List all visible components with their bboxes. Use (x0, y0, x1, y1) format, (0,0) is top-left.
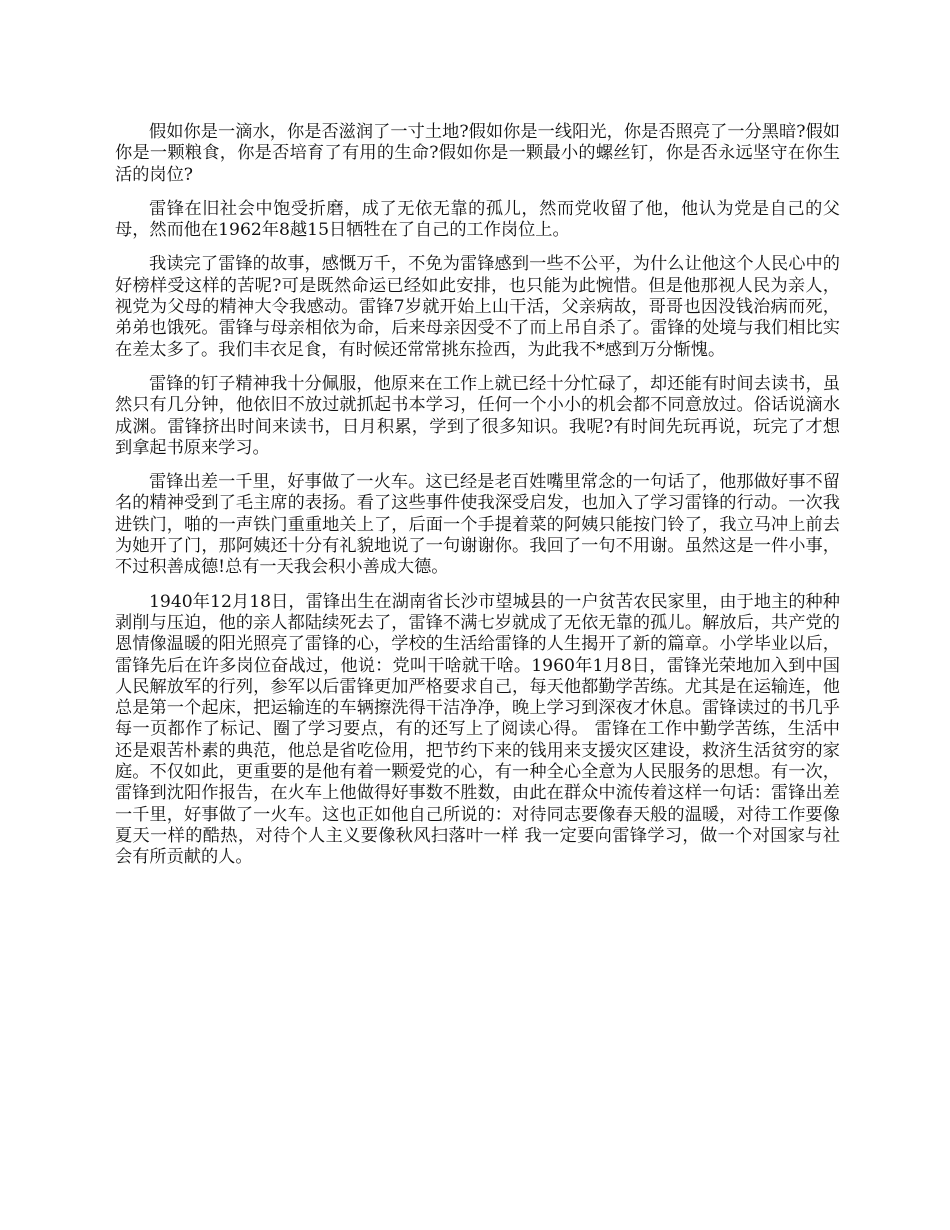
paragraph: 1940年12月18日，雷锋出生在湖南省长沙市望城县的一户贫苦农民家里，由于地主的种种剥削与压迫，他的亲人都陆续死去了，雷锋不满七岁就成了无依无靠的孤儿。解放后，共产党的恩情像温暖的阳光照亮了雷锋的心，学校的生活给雷锋的人生揭开了新的篇章。小学毕业以后，雷锋先后在许多岗位奋战过，他说：党叫干啥就干啥。1960年1月8日，雷锋光荣地加入到中国人民解放军的行列，参军以后雷锋更加严格要求自己，每天他都勤学苦练。尤其是在运输连，他总是第一个起床，把运输连的车辆擦洗得干洁净净，晚上学习到深夜才休息。雷锋读过的书几乎每一页都作了标记、圈了学习要点，有的还写上了阅读心得。 雷锋在工作中勤学苦练，生活中还是艰苦朴素的典范，他总是省吃俭用，把节约下来的钱用来支援灾区建设，救济生活贫穷的家庭。不仅如此，更重要的是他有着一颗爱党的心，有一种全心全意为人民服务的思想。有一次，雷锋到沈阳作报告，在火车上他做得好事数不胜数，由此在群众中流传着这样一句话：雷锋出差一千里，好事做了一火车。这也正如他自己所说的：对待同志要像春天般的温暖，对待工作要像夏天一样的酷热，对待个人主义要像秋风扫落叶一样 我一定要向雷锋学习，做一个对国家与社会有所贡献的人。 (115, 591, 840, 868)
paragraph: 雷锋的钉子精神我十分佩服，他原来在工作上就已经十分忙碌了，却还能有时间去读书，虽然只有几分钟，他依旧不放过就抓起书本学习，任何一个小小的机会都不同意放过。俗话说滴水成渊。雷锋挤出时间来读书，日月积累，学到了很多知识。我呢?有时间先玩再说，玩完了才想到拿起书原来学习。 (115, 373, 840, 458)
paragraph: 雷锋出差一千里，好事做了一火车。这已经是老百姓嘴里常念的一句话了，他那做好事不留名的精神受到了毛主席的表扬。看了这些事件使我深受启发，也加入了学习雷锋的行动。一次我进铁门，啪的一声铁门重重地关上了，后面一个手提着菜的阿姨只能按门铃了，我立马冲上前去为她开了门，那阿姨还十分有礼貌地说了一句谢谢你。我回了一句不用谢。虽然这是一件小事，不过积善成德!总有一天我会积小善成大德。 (115, 472, 840, 578)
paragraph: 雷锋在旧社会中饱受折磨，成了无依无靠的孤儿，然而党收留了他，他认为党是自己的父母，然而他在1962年8越15日牺牲在了自己的工作岗位上。 (115, 198, 840, 241)
document-body (115, 122, 840, 882)
paragraph: 假如你是一滴水，你是否滋润了一寸土地?假如你是一线阳光，你是否照亮了一分黑暗?假如你是一颗粮食，你是否培育了有用的生命?假如你是一颗最小的螺丝钉，你是否永远坚守在你生活的岗位? (115, 122, 840, 185)
paragraph: 我读完了雷锋的故事，感慨万千，不免为雷锋感到一些不公平，为什么让他这个人民心中的好榜样受这样的苦呢?可是既然命运已经如此安排，也只能为此惋惜。但是他那视人民为亲人，视党为父母的精神大令我感动。雷锋7岁就开始上山干活，父亲病故，哥哥也因没钱治病而死，弟弟也饿死。雷锋与母亲相依为命，后来母亲因受不了而上吊自杀了。雷锋的处境与我们相比实在差太多了。我们丰衣足食，有时候还常常挑东捡西，为此我不*感到万分惭愧。 (115, 254, 840, 360)
